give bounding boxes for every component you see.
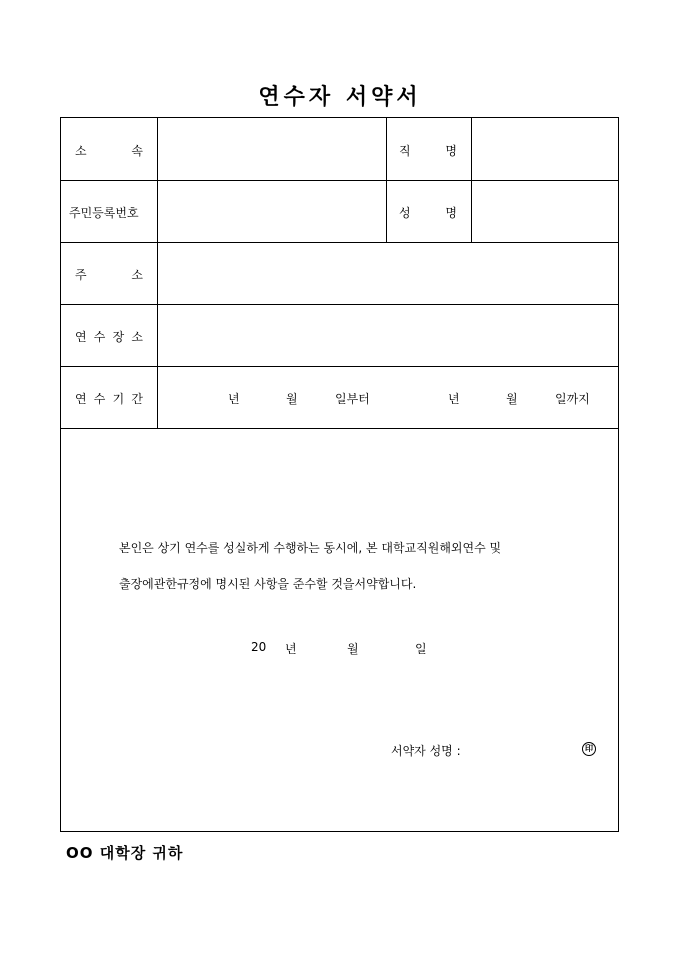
address-field[interactable] [158,242,619,304]
date-century: 20 [251,640,267,654]
training-period-label: 연 수 기 간 [75,392,143,406]
document-title: 연수자 서약서 [258,84,422,110]
col-divider [386,118,387,242]
position-label: 직 명 [399,144,457,158]
resident-number-field[interactable] [158,180,386,242]
period-month-from: 월 [286,392,298,406]
name-label: 성 명 [399,206,457,220]
period-day-to: 일까지 [555,392,590,406]
pledge-text-line1: 본인은 상기 연수를 성실하게 수행하는 동시에, 본 대학교직원해외연수 및 [119,541,502,555]
date-day: 일 [415,642,427,656]
period-year-to: 년 [448,392,460,406]
period-year-from: 년 [228,392,240,406]
pledge-text-line2: 출장에관한규정에 명시된 사항을 준수할 것을서약합니다. [119,577,417,591]
training-period-field[interactable] [158,366,619,428]
date-year: 년 [285,642,297,656]
date-month: 월 [347,642,359,656]
training-place-label: 연 수 장 소 [75,330,143,344]
resident-number-label: 주민등록번호 [69,206,139,220]
training-place-field[interactable] [158,304,619,366]
affiliation-label: 소 속 [75,144,143,158]
affiliation-field[interactable] [158,118,386,180]
signer-name-label: 서약자 성명 : [391,744,461,758]
row-divider [61,428,618,429]
period-month-to: 월 [506,392,518,406]
name-field[interactable] [472,180,619,242]
position-field[interactable] [472,118,619,180]
address-label: 주 소 [75,268,143,282]
period-day-from: 일부터 [335,392,370,406]
seal-mark: 印 [582,742,596,756]
pledge-form [60,117,619,832]
addressee-line: OO 대학장 귀하 [66,844,184,862]
